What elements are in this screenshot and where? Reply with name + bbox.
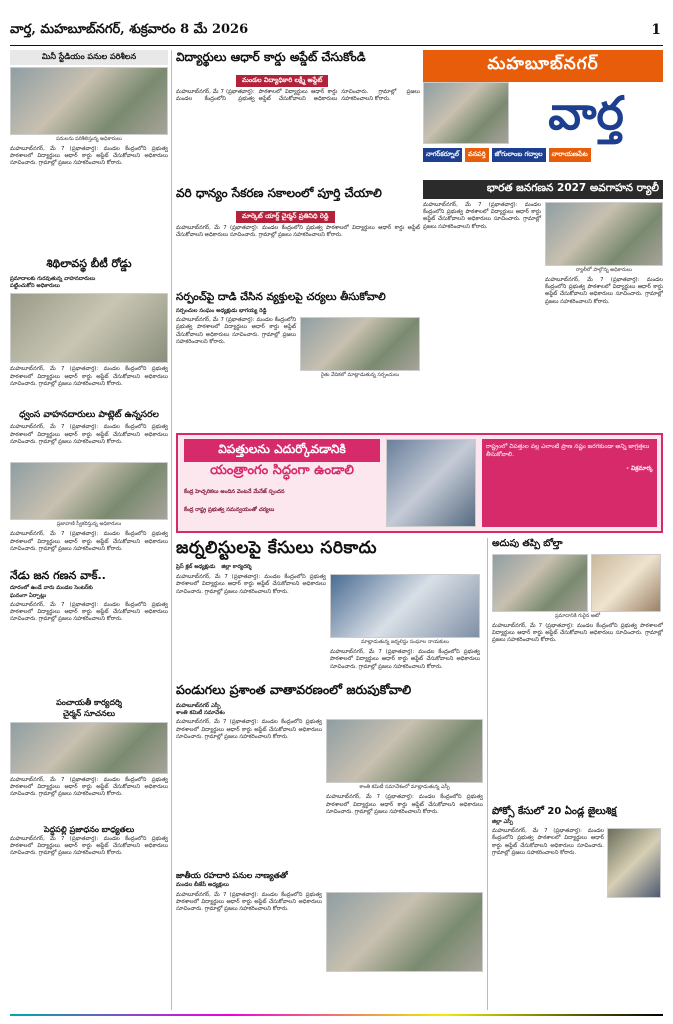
banner-signature: - విక్రమార్క: [626, 465, 653, 472]
bullet: దూరంలో ఉండే వారు మండల సెంటర్‌కు: [10, 585, 93, 592]
article-text: మహబూబ్‌నగర్, మే 7 (ప్రభాతవార్త): మండల కేంద్రంలోని ప్రభుత్వ పాఠశాలలో విద్యార్థులు ఆధార్ కార్డు అప్డేట్ చేసుకోవాలని అధికారులు సూచించారు. గ్రామాల్లో ప్రజలు సహకరించాలని కోరారు.: [176, 225, 420, 239]
bullet: జిల్లా కార్యదర్శి: [221, 564, 252, 570]
headline-census-walk: నేడు జన గణన వాక్..: [10, 569, 106, 583]
headline-peddapalli: పెద్దపల్లి ప్రజాధనం బాధ్యతలు: [43, 824, 135, 834]
article-text: మహబూబ్‌నగర్, మే 7 (ప్రభాతవార్త): మండల కేంద్రంలోని ప్రభుత్వ పాఠశాలలో విద్యార్థులు ఆధార్ కార్డు అప్డేట్ చేసుకోవాలని అధికారులు సూచించారు. గ్రామాల్లో ప్రజలు సహకరించాలని కోరారు.: [10, 424, 168, 445]
caption: పనులను పరిశీలిస్తున్న అధికారులు: [56, 136, 122, 142]
banner-bullet: కేంద్ర రాష్ట్ర ప్రభుత్వ సమన్వయంతో చర్యలు: [184, 507, 275, 513]
headline-paddy: వరి ధాన్యం సేకరణ సకాలంలో పూర్తి చేయాలి: [176, 186, 382, 200]
photo-meeting: [10, 722, 168, 774]
column-divider: [487, 538, 488, 1010]
festival-article: [176, 682, 483, 1010]
bullet: పట్టించుకోని అధికారులు: [10, 283, 60, 290]
subhead-sarpanch: సర్పంచుల సంఘం అధ్యక్షుడు భాగయ్య రెడ్డి: [176, 308, 267, 314]
masthead-dateline-bar: [10, 22, 663, 46]
photo-official: [386, 439, 476, 527]
banner-bullet: కేంద్ర హెచ్చరికలు అందిన వెంటనే మేనేజ్ స్పందన: [184, 489, 285, 495]
masthead-title-main: వార్త: [548, 86, 624, 140]
district-tag: నాగర్‌కర్నూల్: [423, 148, 462, 162]
caption: ప్రమాదానికి గురైన ఆటో: [554, 613, 601, 619]
bullet: ప్రెస్ క్లబ్ అధ్యక్షుడు: [176, 564, 216, 570]
headline-panchayat: పంచాయతీ కార్యదర్శి: [56, 697, 122, 707]
headline-mini-stadium: మినీ స్టేడియం పనుల పరిశీలన: [10, 50, 168, 65]
article-text: మహబూబ్‌నగర్, మే 7 (ప్రభాతవార్త): మండల కేంద్రంలోని ప్రభుత్వ పాఠశాలలో విద్యార్థులు ఆధార్ కార్డు అప్డేట్ చేసుకోవాలని అధికారులు సూచించారు. గ్రామాల్లో ప్రజలు సహకరించాలని కోరారు.: [492, 623, 663, 644]
subhead: మండల బీజేపీ అధ్యక్షులు: [176, 882, 229, 889]
article-text: మహబూబ్‌నగర్, మే 7 (ప్రభాతవార్త): మండల కేంద్రంలోని ప్రభుత్వ పాఠశాలలో విద్యార్థులు ఆధార్ కార్డు అప్డేట్ చేసుకోవాలని అధికారులు సూచించారు. గ్రామాల్లో ప్రజలు సహకరించాలని కోరారు.: [10, 835, 168, 857]
article-text: మహబూబ్‌నగర్, మే 7 (ప్రభాతవార్త): మండల కేంద్రంలోని ప్రభుత్వ పాఠశాలలో విద్యార్థులు ఆధార్ కార్డు అప్డేట్ చేసుకోవాలని అధికారులు సూచించారు. గ్రామాల్లో ప్రజలు సహకరించాలని కోరారు.: [330, 649, 480, 670]
article-text: మహబూబ్‌నగర్, మే 7 (ప్రభాతవార్త): మండల కేంద్రంలోని ప్రభుత్వ పాఠశాలలో విద్యార్థులు ఆధార్ కార్డు అప్డేట్ చేసుకోవాలని అధికారులు సూచించారు. గ్రామాల్లో ప్రజలు సహకరించాలని కోరారు.: [10, 531, 168, 552]
article-text: మహబూబ్‌నగర్, మే 7 (ప్రభాతవార్త): మండల కేంద్రంలోని ప్రభుత్వ పాఠశాలలో విద్యార్థులు ఆధార్ కార్డు అప్డేట్ చేసుకోవాలని అధికారులు సూచించారు. గ్రామాల్లో ప్రజలు సహకరించాలని కోరారు.: [176, 891, 322, 913]
column-divider: [171, 50, 172, 1010]
page-number: 1: [651, 22, 661, 38]
district-tag: జోగులాంబ గద్వాల: [492, 148, 546, 162]
article-text: మహబూబ్‌నగర్, మే 7 (ప్రభాతవార్త): మండల కేంద్రంలోని ప్రభుత్వ పాఠశాలలో విద్యార్థులు ఆధార్ కార్డు అప్డేట్ చేసుకోవాలని అధికారులు సూచించారు. గ్రామాల్లో ప్రజలు సహకరించాలని కోరారు.: [176, 719, 322, 740]
photo-auto: [492, 554, 588, 612]
article-text: మహబూబ్‌నగర్, మే 7 (ప్రభాతవార్త): మండల కేంద్రంలోని ప్రభుత్వ పాఠశాలలో విద్యార్థులు ఆధార్ కార్డు అప్డేట్ చేసుకోవాలని అధికారులు సూచించారు. గ్రామాల్లో ప్రజలు సహకరించాలని కోరారు.: [176, 89, 420, 103]
left-column: [10, 50, 168, 1010]
masthead-title-top: మహబూబ్‌నగర్: [423, 50, 663, 82]
headline-highway: జాతీయ రహదారి పనుల నాణ్యతతో: [176, 871, 288, 881]
subhead: జిల్లా ఎస్పీ: [492, 819, 514, 825]
headline-bt-road: శిథిలావస్థ బీటీ రోడ్డు: [46, 257, 132, 270]
article-text: మహబూబ్‌నగర్, మే 7 (ప్రభాతవార్త): మండల కేంద్రంలోని ప్రభుత్వ పాఠశాలలో విద్యార్థులు ఆధార్ కార్డు అప్డేట్ చేసుకోవాలని అధికారులు సూచించారు. గ్రామాల్లో ప్రజలు సహకరించాలని కోరారు.: [10, 776, 168, 798]
headline-pocso: పోక్సో కేసులో 20 ఏండ్ల జైలుశిక్ష: [492, 806, 617, 817]
photo-peace-committee: [326, 719, 483, 783]
headline-auto: అదుపు తప్పి బోల్తా: [492, 538, 563, 549]
photo-bjp: [326, 892, 483, 972]
right-top: [423, 180, 663, 428]
article-text: మహబూబ్‌నగర్, మే 7 (ప్రభాతవార్త): మండల కేంద్రంలోని ప్రభుత్వ పాఠశాలలో విద్యార్థులు ఆధార్ కార్డు అప్డేట్ చేసుకోవాలని అధికారులు సూచించారు. గ్రామాల్లో ప్రజలు సహకరించాలని కోరారు.: [326, 794, 483, 815]
bullet: ప్రమాదాలకు గురవుతున్న వాహనదారులు: [10, 276, 96, 282]
caption: మాట్లాడుతున్న జర్నలిస్టు సంఘాల నాయకులు: [360, 639, 450, 646]
article-text: మహబూబ్‌నగర్, మే 7 (ప్రభాతవార్త): మండల కేంద్రంలోని ప్రభుత్వ పాఠశాలలో విద్యార్థులు ఆధార్ కార్డు అప్డేట్ చేసుకోవాలని అధికారులు సూచించారు. గ్రామాల్లో ప్రజలు సహకరించాలని కోరారు.: [10, 146, 168, 167]
subhead-paddy: మార్కెట్ యార్డ్ చైర్మన్ ప్రతినిధి రెడ్డి: [236, 211, 335, 223]
article-text: మహబూబ్‌నగర్, మే 7 (ప్రభాతవార్త): మండల కేంద్రంలోని ప్రభుత్వ పాఠశాలలో విద్యార్థులు ఆధార్ కార్డు అప్డేట్ చేసుకోవాలని అధికారులు సూచించారు. గ్రామాల్లో ప్రజలు సహకరించాలని కోరారు.: [176, 317, 296, 345]
photo-sp: [607, 828, 661, 898]
headline-chairman: చైర్మన్ సూచనలు: [62, 708, 116, 718]
print-color-strip: [10, 1014, 663, 1016]
middle-top: [176, 50, 420, 428]
district-tag: నారాయణపేట: [549, 148, 591, 162]
caption: శాంతి కమిటీ సమావేశంలో మాట్లాడుతున్న ఎస్పీ: [359, 784, 450, 791]
headline-journalists: జర్నలిస్టులపై కేసులు సరికాదు: [176, 538, 378, 558]
article-text: మహబూబ్‌నగర్, మే 7 (ప్రభాతవార్త): మండల కేంద్రంలోని ప్రభుత్వ పాఠశాలలో విద్యార్థులు ఆధార్ కార్డు అప్డేట్ చేసుకోవాలని అధికారులు సూచించారు. గ్రామాల్లో ప్రజలు సహకరించాలని కోరారు.: [492, 828, 604, 856]
banner-headline-2: యంత్రాంగం సిద్ధంగా ఉండాలి: [210, 463, 354, 478]
article-text: మహబూబ్‌నగర్, మే 7 (ప్రభాతవార్త): మండల కేంద్రంలోని ప్రభుత్వ పాఠశాలలో విద్యార్థులు ఆధార్ కార్డు అప్డేట్ చేసుకోవాలని అధికారులు సూచించారు. గ్రామాల్లో ప్రజలు సహకరించాలని కోరారు.: [10, 366, 168, 387]
article-text: మహబూబ్‌నగర్, మే 7 (ప్రభాతవార్త): మండల కేంద్రంలోని ప్రభుత్వ పాఠశాలలో విద్యార్థులు ఆధార్ కార్డు అప్డేట్ చేసుకోవాలని అధికారులు సూచించారు. గ్రామాల్లో ప్రజలు సహకరించాలని కోరారు.: [545, 277, 663, 305]
photo-rally: [545, 202, 663, 266]
article-text: మహబూబ్‌నగర్, మే 7 (ప్రభాతవార్త): మండల కేంద్రంలోని ప్రభుత్వ పాఠశాలలో విద్యార్థులు ఆధార్ కార్డు అప్డేట్ చేసుకోవాలని అధికారులు సూచించారు. గ్రామాల్లో ప్రజలు సహకరించాలని కోరారు.: [10, 601, 168, 623]
photo-officials: [10, 67, 168, 135]
caption: ర్యాలీలో పాల్గొన్న అధికారులు: [576, 267, 632, 273]
headline-census-rally: భారత జనగణన 2027 అవగాహన ర్యాలీ: [423, 180, 663, 199]
masthead-block: [423, 50, 663, 176]
photo-sarpanch-meeting: [300, 317, 420, 371]
headline-aadhaar: విద్యార్థులు ఆధార్ కార్డు అప్డేట్ చేసుకోండి: [176, 50, 366, 64]
headline-festivals: పండుగలు ప్రశాంత వాతావరణంలో జరుపుకోవాలి: [176, 682, 412, 697]
photo-reservoir: [423, 82, 509, 144]
district-tag: వనపర్తి: [465, 148, 489, 162]
caption: రైతు వేదికలో మాట్లాడుతున్న సర్పంచులు: [320, 372, 400, 379]
dateline: వార్త, మహబూబ్‌నగర్, శుక్రవారం 8 మే 2026: [10, 22, 249, 37]
banner-headline: విపత్తులను ఎదుర్కోవడానికి: [184, 439, 380, 462]
subhead-aadhaar: మండల విద్యాధికారి లక్ష్మీ అప్డేట్: [236, 75, 328, 87]
disaster-banner: [176, 433, 663, 533]
caption: ప్రజావాణి స్వీకరిస్తున్న అధికారులు: [56, 521, 122, 528]
article-text: మహబూబ్‌నగర్, మే 7 (ప్రభాతవార్త): మండల కేంద్రంలోని ప్రభుత్వ పాఠశాలలో విద్యార్థులు ఆధార్ కార్డు అప్డేట్ చేసుకోవాలని అధికారులు సూచించారు. గ్రామాల్లో ప్రజలు సహకరించాలని కోరారు.: [176, 574, 326, 595]
headline-sarpanch: సర్పంచ్‌పై దాడి చేసిన వ్యక్తులపై చర్యలు తీసుకోవాలి: [176, 291, 386, 303]
auto-article: [492, 538, 663, 1010]
photo-person: [591, 554, 661, 612]
photo-road: [10, 293, 168, 363]
bullet: శాంతి కమిటీ సమావేశం: [176, 710, 225, 717]
banner-quote: రాష్ట్రంలో విపత్తుల వల్ల ఎలాంటి ప్రాణ నష్టం జరగకుండా అన్ని జాగ్రత్తలు తీసుకోవాలి.: [486, 443, 650, 458]
photo-prajavani: [10, 462, 168, 520]
article-text: మహబూబ్‌నగర్, మే 7 (ప్రభాతవార్త): మండల కేంద్రంలోని ప్రభుత్వ పాఠశాలలో విద్యార్థులు ఆధార్ కార్డు అప్డేట్ చేసుకోవాలని అధికారులు సూచించారు. గ్రామాల్లో ప్రజలు సహకరించాలని కోరారు.: [423, 202, 541, 230]
bullet: ఘనంగా ఏర్పాట్లు: [10, 592, 47, 599]
bullet: మహబూబ్‌నగర్ ఎస్పీ: [176, 703, 221, 709]
journalists-article: [176, 538, 483, 678]
photo-press: [330, 574, 480, 638]
headline-potholes: ధ్వంస వాహనదారులు పాట్లెట్ ఉన్నసరల: [19, 410, 159, 421]
